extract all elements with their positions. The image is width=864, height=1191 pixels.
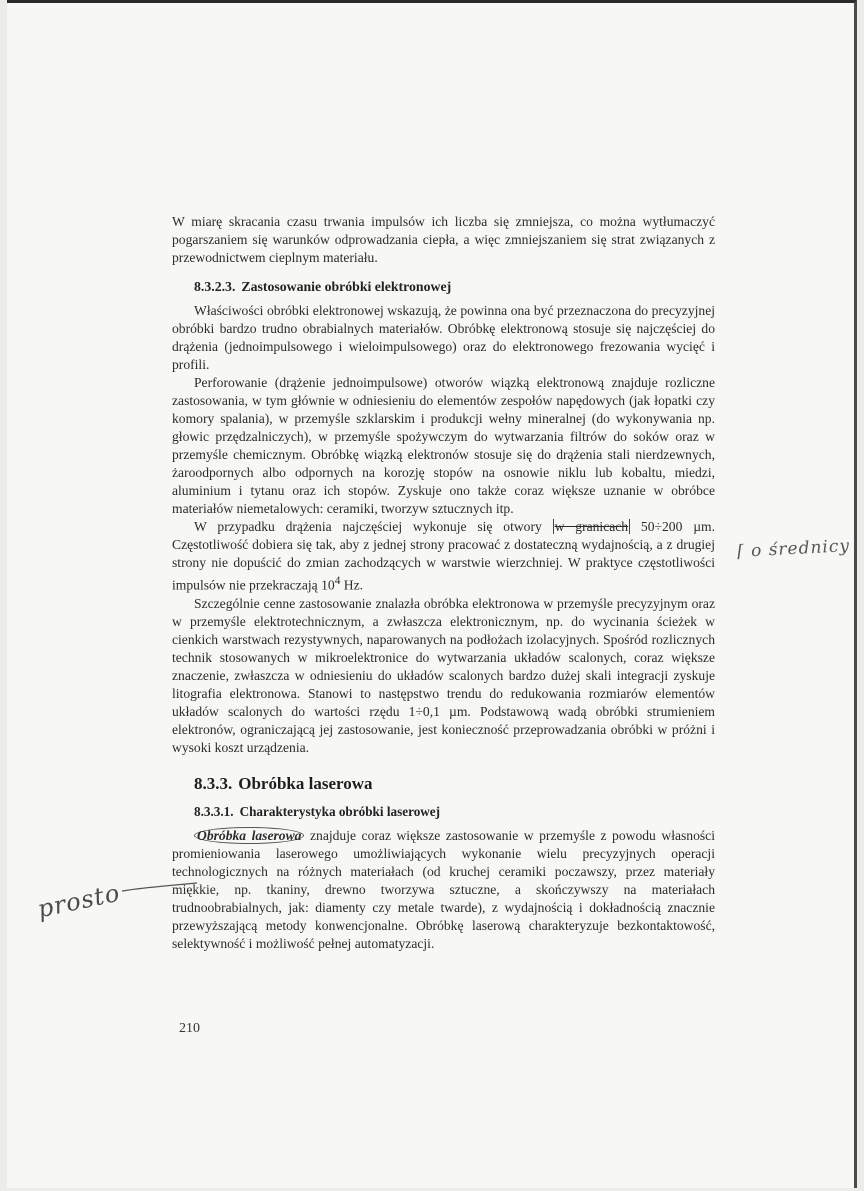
text-run: znajduje coraz większe zastosowanie w przemyśle z powodu własności promieniowania laserowego umożliwiających wykonanie wielu precyzyjnych operacji technologicznych na różnych materiałach (od kruchej ceramiki poczawszy, przez materiały miękkie, np. tkaniny, drewno tworzywa sztuczne, a skończywszy na materiałach trudnoobrabialnych, jak: diamenty czy metale twarde), z wydajnością i dokładnością znacznie przewyższającą metody konwencjonalne. Obróbkę laserową charakteryzuje bezkontaktowość, selektywność i możliwość pełnej automatyzacji. — [172, 827, 715, 951]
struck-text: w granicach — [554, 519, 629, 534]
circled-term: Obróbka laserowa — [194, 827, 304, 844]
section-number: 8.3.3.1. — [194, 803, 234, 819]
section-title: Obróbka laserowa — [238, 773, 373, 793]
scanned-page — [7, 0, 857, 1188]
section-number: 8.3.3. — [194, 773, 233, 793]
section-number: 8.3.2.3. — [194, 279, 236, 294]
paragraph: Perforowanie (drążenie jednoimpulsowe) otworów wiązką elektronową znajduje rozliczne zastosowania, w tym głównie w odniesieniu do elementów zespołów napędowych (jak łopatki czy komory spalania), w przemyśle szklarskim i produkcji wełny mineralnej (do wykonywania np. głowic przędzalniczych), w przemyśle spożywczym do wytwarzania filtrów do soków oraz w przemyśle chemicznym. Obróbkę wiązką elektronów stosuje się do drążenia stali nierdzewnych, żaroodpornych albo odpornych na korozję stopów na osnowie niklu lub kobaltu, miedzi, aluminium i tytanu oraz ich stopów. Zyskuje ono także coraz większe uznanie w obróbce materiałów niemetalowych: ceramiki, tworzyw sztucznych itp. — [172, 375, 715, 516]
margin-note-right: ⌈ o średnicy — [736, 536, 851, 562]
section-title: Zastosowanie obróbki elektronowej — [241, 279, 452, 294]
exponent: 4 — [334, 575, 341, 587]
margin-note-left: prosto — [35, 878, 123, 924]
annotation-line — [7, 3, 857, 1191]
intro-paragraph: W miarę skracania czasu trwania impulsów ich liczba się zmniejsza, co można wytłumaczyć pogarszaniem się warunków odprowadzania ciepła, a więc zmniejszaniem się strat związanych z przewodnictwem cieplnym materiału. — [172, 214, 715, 265]
annotation-stroke — [122, 883, 197, 891]
text-run: Hz. — [340, 577, 364, 593]
paragraph: Szczególnie cenne zastosowanie znalazła obróbka elektronowa w przemyśle precyzyjnym oraz w przemyśle elektrotechnicznym, a zwłaszcza elektronicznym, np. do wycinania ścieżek w cienkich warstwach rezystywnych, naparowanych na podłożach izolacyjnych. Spośród rozlicznych technik stosowanych w mikroelektronice do wytwarzania układów scalonych, coraz większe znaczenie, zwłaszcza w odniesieniu do układów scalonych bardzo dużej skali integracji zyskuje litografia elektronowa. Stanowi to następstwo trendu do redukowania rozmiarów elementów układów scalonych do wartości rzędu 1÷0,1 µm. Podstawową wadą obróbki strumieniem elektronów, ograniczającą jej zastosowanie, jest konieczność przeprowadzania obróbki w próżni i wysoki koszt urządzenia. — [172, 595, 715, 755]
text-run: W przypadku drążenia najczęściej wykonuje się otwory — [194, 519, 553, 534]
text-run: 50÷200 µm. Częstotliwość dobiera się tak, aby z jednej strony pracować z dostateczną wydajnością, a z drugiej strony nie dopuścić do zmian zachodzących w warstwie wierzchniej. W praktyce częstotliwości impulsów nie przekraczają 10 — [172, 519, 716, 593]
paragraph: Właściwości obróbki elektronowej wskazują, że powinna ona być przeznaczona do precyzyjnej obróbki bardzo trudno obrabialnych materiałów. Obróbkę elektronową stosuje się najczęściej do drążenia (jednoimpulsowego i wieloimpulsowego) oraz do elektronowego frezowania wycięć i profili. — [172, 303, 715, 372]
section-title: Charakterystyka obróbki laserowej — [239, 803, 441, 819]
page-number: 210 — [179, 1021, 200, 1036]
